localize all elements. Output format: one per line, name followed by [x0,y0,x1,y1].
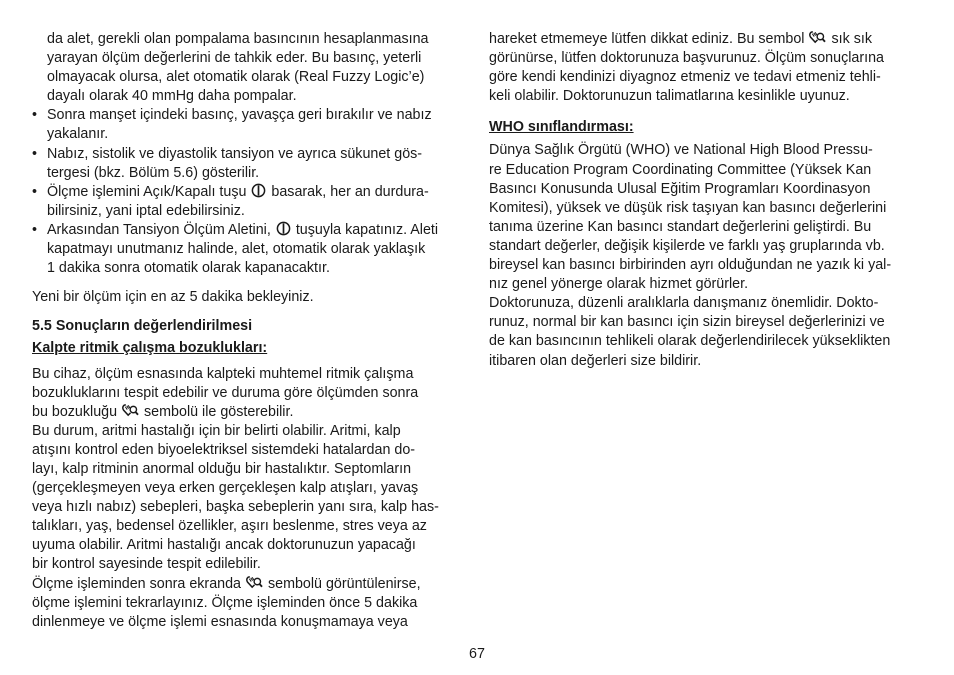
bullet-item [32,145,464,183]
text-line: tanıma üzerine Kan basıncı standart değerlerini geliştirdi. Bu [489,218,872,235]
text-line: • Nabız, sistolik ve diyastolik tansiyon ve ayrıca sükunet gös- [47,145,423,162]
text-line: dinlenmeye ve ölçme işlemi esnasında konuşmamaya veya [32,613,408,630]
text-line: Doktorunuza, düzenli aralıklarla danışmanız önemlidir. Dokto- [489,295,879,312]
section-heading: 5.5 Sonuçların değerlendirilmesi [32,318,253,335]
text-line: bilirsiniz, yani iptal edebilirsiniz. [47,202,245,219]
text-line [32,575,464,594]
power-button-icon [276,221,291,236]
text-line: da alet, gerekli olan pompalama basıncının hesaplanmasına [47,31,429,47]
text-line: talıkları, yaş, bedensel özellikler, aşırı beslenme, stres veya az [32,518,427,535]
text-line [32,403,464,422]
text-line: • Sonra manşet içindeki basınç, yavaşça geri bırakılır ve nabız [47,107,432,124]
text-run: tuşuyla kapatınız. Aleti [295,221,439,238]
text-line: dayalı olarak 40 mmHg daha pompalar. [47,88,297,105]
text-run: bu bozukluğu [32,403,118,420]
text-run: Ölçme işleminden sonra ekranda [32,575,241,592]
text-line: de kan basıncının tehlikeli olarak değerlendirilecek yükseklikten [489,333,891,350]
text-run: basarak, her an durdura- [271,183,429,200]
text-line: layı, kalp ritminin anormal olduğu bir hastalıktır. Septomların [32,460,412,477]
irregular-heartbeat-icon [809,30,826,45]
subheading: Kalpte ritmik çalışma bozuklukları: [32,340,268,357]
text-run: hareket etmemeye lütfen dikkat ediniz. Bu sembol [489,31,805,47]
text-line: re Education Program Coordinating Committee (Yüksek Kan [489,161,872,178]
right-column [489,30,921,371]
text-line: Basıncı Konusunda Ulusal Eğitim Programları Koordinasyon [489,180,871,197]
text-line: Bu cihaz, ölçüm esnasında kalpteki muhtemel ritmik çalışma [32,365,414,382]
bullet-item [32,221,464,278]
text-line: standart değerler, değişik kişilerde ve farklı yaş gruplarında vb. [489,237,885,254]
continuation-paragraph [489,30,921,106]
wait-notice: Yeni bir ölçüm için en az 5 dakika bekleyiniz. [32,289,314,306]
text-line: keli olabilir. Doktorunuzun talimatlarına kesinlikle uyunuz. [489,88,850,105]
text-line: uyuma olabilir. Aritmi hastalığı ancak doktorunuzun yapacağı [32,537,416,554]
text-run: Ölçme işlemini Açık/Kapalı tuşu [47,183,247,200]
text-line [47,221,464,240]
text-line: atışını kontrol eden biyoelektriksel sistemdeki hatalardan do- [32,441,416,458]
text-line [489,30,921,49]
text-line: (gerçekleşmeyen veya erken gerçekleşen kalp atışları, yavaş [32,480,419,497]
text-line: bireysel kan basıncı birbirinden ayrı olduğundan ne yazık ki yal- [489,257,892,274]
text-line: runuz, normal bir kan basıncı için sizin bireysel değerlerinizi ve [489,314,885,331]
bullet-item [32,106,464,144]
text-line: itibaren olan değerleri size bildirir. [489,352,702,369]
irregular-heartbeat-icon [246,575,263,590]
arrhythmia-paragraph [32,365,464,632]
text-run: Arkasından Tansiyon Ölçüm Aletini, [47,221,271,238]
continuation-paragraph [32,30,464,106]
text-line: tergesi (bkz. Bölüm 5.6) gösterilir. [47,164,260,181]
text-run: sık sık [831,31,872,47]
text-line: göre kendi kendinizi diyagnoz etmeniz ve tedavi etmeniz tehli- [489,69,881,86]
text-line: bozukluklarını tespit edebilir ve duruma göre ölçümden sonra [32,384,419,401]
text-line: görünürse, lütfen doktorunuza başvurunuz. Ölçüm sonuçlarına [489,50,884,67]
text-line: yarayan ölçüm değerlerini de tahkik eder. Bu basınç, yeterli [47,50,422,67]
who-paragraph [489,141,921,370]
text-line: Bu durum, aritmi hastalığı için bir belirti olabilir. Aritmi, kalp [32,422,401,439]
left-column [32,30,464,632]
bullet-item [32,183,464,221]
text-line: bir kontrol sayesinde tespit edilebilir. [32,556,261,573]
irregular-heartbeat-icon [122,403,139,418]
power-button-icon [251,183,266,198]
page-number: 67 [469,646,485,662]
text-line: veya hızlı nabız) sebepleri, başka sebeplerin yanı sıra, kalp has- [32,499,439,516]
text-line: kapatmayı unutmanız halinde, alet, otomatik olarak yaklaşık [47,241,426,258]
text-line [47,183,464,202]
who-heading: WHO sınıflandırması: [489,119,634,136]
text-line: Komitesi), yüksek ve düşük risk taşıyan kan basıncı değerlerini [489,199,887,216]
text-line: Dünya Sağlık Örgütü (WHO) ve National High Blood Pressu- [489,142,873,159]
text-line: yakalanır. [47,126,109,143]
text-run: sembolü ile gösterebilir. [144,403,294,420]
text-run: sembolü görüntülenirse, [267,575,421,592]
text-line: 1 dakika sonra otomatik olarak kapanacaktır. [47,260,330,277]
text-line: ölçme işlemini tekrarlayınız. Ölçme işleminden önce 5 dakika [32,594,418,611]
text-line: olmayacak olursa, alet otomatik olarak (Real Fuzzy Logic’e) [47,69,425,86]
text-line: nız genel yönerge olarak hizmet görürler. [489,276,749,293]
